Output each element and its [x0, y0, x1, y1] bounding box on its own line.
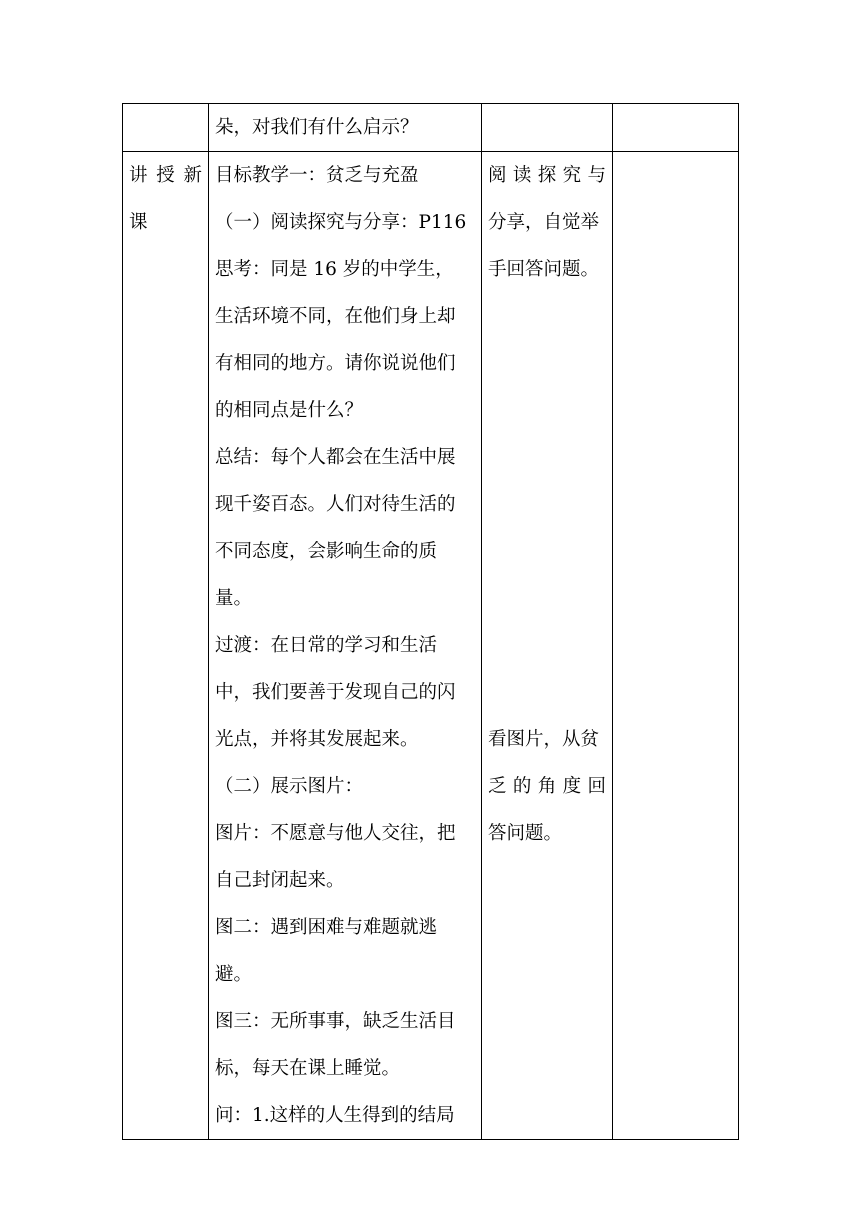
cell-teacher-activity: 朵，对我们有什么启示？	[209, 104, 482, 152]
teacher-activity-line: 光点，并将其发展起来。	[215, 729, 419, 750]
teacher-activity-line: （二）展示图片：	[215, 776, 364, 797]
teacher-activity-line: 现千姿百态。人们对待生活的	[215, 494, 456, 515]
table-row	[123, 152, 739, 1140]
teacher-activity-line: 生活环境不同，在他们身上却	[215, 306, 456, 327]
teacher-activity-line: 图二：遇到困难与难题就逃	[215, 917, 438, 938]
teacher-activity-line: 量。	[215, 588, 253, 609]
cell-student-activity	[482, 152, 613, 1140]
teacher-activity-line: 避。	[215, 964, 253, 985]
lesson-plan-table	[122, 103, 739, 1140]
teacher-activity-line: 中，我们要善于发现自己的闪	[215, 682, 456, 703]
cell-stage	[123, 104, 209, 152]
table-row	[123, 104, 739, 152]
student-activity-line: 分享，自觉举	[488, 212, 600, 233]
cell-design-intent	[613, 104, 739, 152]
student-activity-line: 看图片，从贫	[488, 729, 600, 750]
cell-teacher-activity	[209, 152, 482, 1140]
teacher-activity-line: （一）阅读探究与分享：P116	[215, 212, 467, 233]
teacher-activity-line: 总结：每个人都会在生活中展	[215, 447, 456, 468]
stage-label-line: 课	[129, 212, 148, 233]
teacher-activity-line: 的相同点是什么？	[215, 400, 364, 421]
cell-design-intent	[613, 152, 739, 1140]
teacher-activity-line: 图三：无所事事，缺乏生活目	[215, 1011, 456, 1032]
teacher-activity-line: 图片：不愿意与他人交往，把	[215, 823, 456, 844]
teacher-activity-line: 过渡：在日常的学习和生活	[215, 635, 438, 656]
teacher-activity-line: 问：1.这样的人生得到的结局	[215, 1105, 455, 1126]
cell-student-activity	[482, 104, 613, 152]
cell-stage	[123, 152, 209, 1140]
teacher-activity-line: 标，每天在课上睡觉。	[215, 1058, 401, 1079]
teacher-activity-line: 思考：同是 16 岁的中学生，	[215, 259, 454, 280]
student-activity-line: 阅读探究与	[488, 165, 606, 186]
spacer	[488, 293, 606, 716]
teacher-activity-line: 有相同的地方。请你说说他们	[215, 353, 456, 374]
teacher-activity-line: 自己封闭起来。	[215, 870, 345, 891]
stage-label-line: 讲授新	[129, 165, 202, 186]
student-activity-line: 答问题。	[488, 823, 563, 844]
student-activity-line: 乏的角度回	[488, 776, 606, 797]
teacher-activity-line: 目标教学一：贫乏与充盈	[215, 165, 419, 186]
student-activity-line: 手回答问题。	[488, 259, 600, 280]
teacher-activity-line: 不同态度，会影响生命的质	[215, 541, 438, 562]
